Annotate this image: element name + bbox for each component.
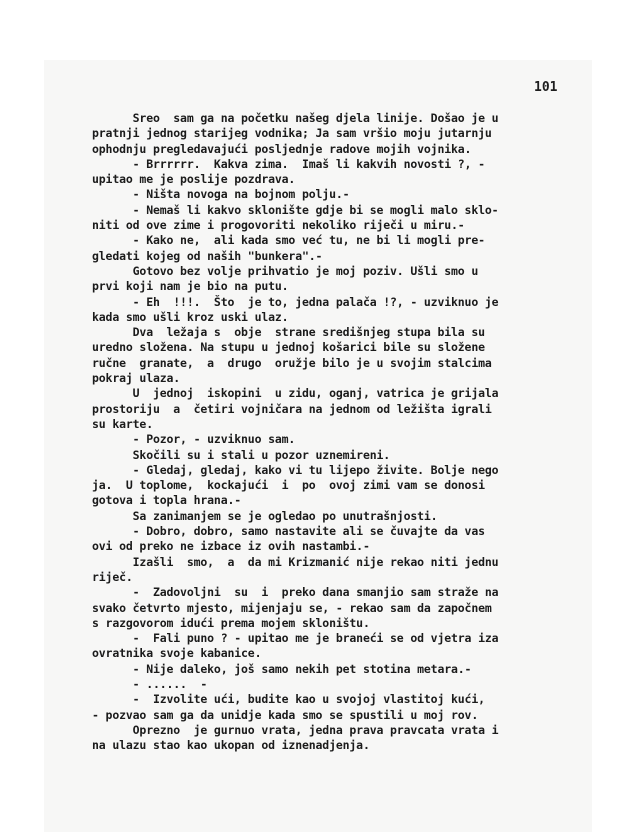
text-line: Sreo sam ga na početku našeg djela linije. Došao je u (92, 111, 499, 125)
text-line: Oprezno je gurnuo vrata, jedna prava pravcata vrata i (92, 722, 499, 737)
text-line: ovi od preko ne izbace iz ovih nastambi.- (92, 539, 370, 554)
text-line: - Izvolite ući, budite kao u svojoj vlastitoj kući, (92, 692, 485, 707)
text-line: ovratnika svoje kabanice. (92, 646, 262, 661)
text-line: - pozvao sam ga da unidje kada smo se spustili u moj rov. (92, 707, 479, 722)
text-line: uredno složena. Na stupu u jednoj košarici bile su složene (92, 340, 485, 355)
text-line: - Nije daleko, još samo nekih pet stotina metara.- (92, 661, 472, 676)
text-line: prostoriju a četiri vojničara na jednom od ležišta igrali (92, 401, 492, 416)
text-line: svako četvrto mjesto, mijenjaju se, - rekao sam da započnem (92, 600, 492, 615)
text-line: prvi koji nam je bio na putu. (92, 279, 289, 294)
text-line: gotova i topla hrana.- (92, 493, 242, 508)
text-line: - Zadovoljni su i preko dana smanjio sam straže na (92, 585, 499, 600)
text-line: kada smo ušli kroz uski ulaz. (92, 309, 289, 324)
text-line: na ulazu stao kao ukopan od iznenadjenja. (92, 738, 370, 753)
text-line: - Nemaš li kakvo sklonište gdje bi se mogli malo sklo- (92, 202, 499, 217)
text-line: - Pozor, - uzviknuo sam. (92, 432, 296, 447)
text-line: pratnji jednog starijeg vodnika; Ja sam vršio moju jutarnju (92, 126, 492, 141)
text-line: s razgovorom idući prema mojem skloništu. (92, 615, 370, 630)
text-line: Izašli smo, a da mi Krizmanić nije rekao niti jednu (92, 554, 499, 569)
text-line: Dva ležaja s obje strane središnjeg stupa bila su (92, 325, 485, 340)
text-line: - Gledaj, gledaj, kako vi tu lijepo živite. Bolje nego (92, 462, 499, 477)
text-line: su karte. (92, 416, 153, 431)
text-line: - Fali puno ? - upitao me je braneći se od vjetra iza (92, 631, 499, 646)
text-line: ručne granate, a drugo oružje bilo je u svojim stalcima (92, 355, 492, 370)
text-line: ophodnju pregledavajući posljednje radove mojih vojnika. (92, 141, 472, 156)
text-line: ja. U toplome, kockajući i po ovoj zimi vam se donosi (92, 478, 485, 493)
page-number: 101 (534, 80, 558, 95)
text-line: Skočili su i stali u pozor uznemireni. (92, 447, 391, 462)
text-line: pokraj ulaza. (92, 371, 181, 386)
text-line: - ...... - (92, 676, 208, 691)
text-line: - Ništa novoga na bojnom polju.- (92, 187, 350, 202)
text-line: Gotovo bez volje prihvatio je moj poziv. Ušli smo u (92, 263, 479, 278)
text-line: upitao me je poslije pozdrava. (92, 172, 296, 187)
text-line: Sa zanimanjem se je ogledao po unutrašnjosti. (92, 508, 438, 523)
body-text (92, 111, 554, 753)
text-line: U jednoj iskopini u zidu, oganj, vatrica je grijala (92, 386, 499, 401)
text-line: riječ. (92, 569, 133, 584)
text-line: - Dobro, dobro, samo nastavite ali se čuvajte da vas (92, 524, 485, 539)
text-line: niti od ove zime i progovoriti nekoliko riječi u miru.- (92, 218, 465, 233)
text-line: - Kako ne, ali kada smo već tu, ne bi li mogli pre- (92, 233, 485, 248)
text-line: - Eh !!!. Što je to, jedna palača !?, - uzviknuo je (92, 294, 499, 309)
text-line: - Brrrrrr. Kakva zima. Imaš li kakvih novosti ?, - (92, 156, 485, 171)
text-line: gledati kojeg od naših "bunkera".- (92, 248, 323, 263)
